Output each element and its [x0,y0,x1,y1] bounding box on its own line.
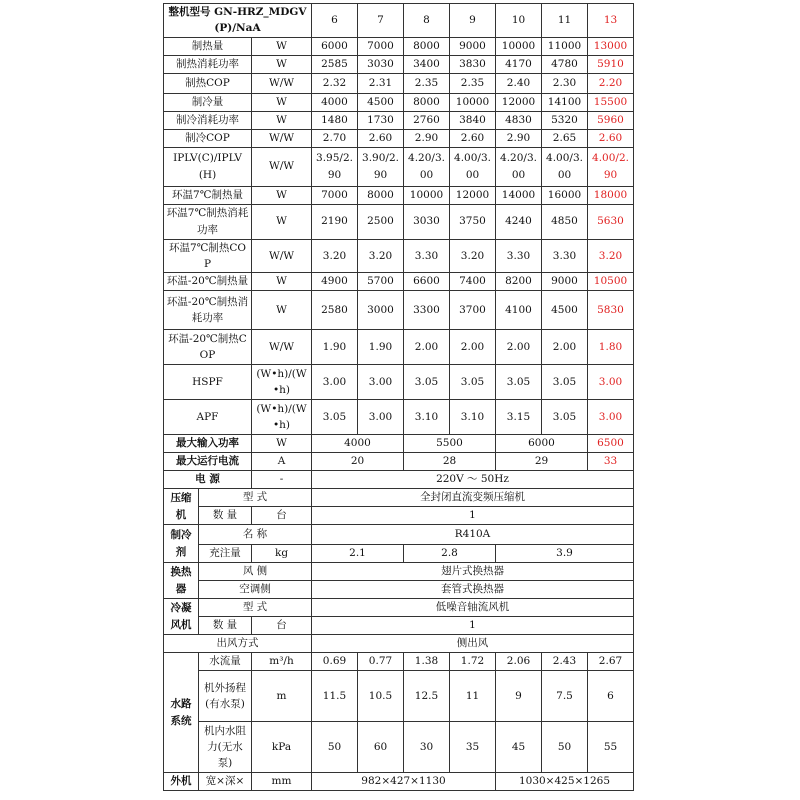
table-row [164,273,634,291]
water-resistance-row [164,722,634,773]
row-unit: W [252,204,312,239]
table-row [164,147,634,186]
row-value: 3000 [358,291,404,330]
row-value: 2.43 [542,653,588,671]
row-value: 3.20 [588,239,634,273]
row-value: 5700 [358,273,404,291]
row-label: 环温7℃制热COP [164,239,252,273]
row-value: 3840 [450,111,496,129]
row-label: 制冷量 [164,93,252,111]
heat-exchanger-air-row [164,563,634,581]
row-value: 2.30 [542,73,588,93]
row-value: 50 [542,722,588,773]
row-value: 8000 [404,37,450,55]
row-value: 2580 [312,291,358,330]
row-value: 1.72 [450,653,496,671]
model-header: 整机型号 GN-HRZ_MDGV(P)/NaA [164,4,312,38]
row-value: 2.60 [358,129,404,147]
table-row [164,330,634,365]
row-unit: kPa [252,722,312,773]
row-label: 型 式 [199,489,312,507]
row-value: 2760 [404,111,450,129]
row-unit: W [252,55,312,73]
row-value: 2.00 [450,330,496,365]
row-unit: mm [252,773,312,791]
row-value: 3.00 [588,400,634,435]
row-value: 3.30 [542,239,588,273]
model-number: 10 [496,4,542,38]
row-unit: A [252,453,312,471]
row-unit: m³/h [252,653,312,671]
row-label: 制热消耗功率 [164,55,252,73]
row-label: HSPF [164,365,252,400]
row-value: 3.05 [450,365,496,400]
spec-table [163,3,634,791]
row-label: 宽×深× [199,773,252,791]
row-value: 3.05 [542,400,588,435]
row-value: 4500 [358,93,404,111]
row-label: 数 量 [199,617,252,635]
compressor-qty-row [164,507,634,525]
row-unit: 台 [252,617,312,635]
row-value: 2.60 [588,129,634,147]
row-value: 2.06 [496,653,542,671]
row-value: 5910 [588,55,634,73]
row-value: 4.20/3.00 [496,147,542,186]
model-number: 7 [358,4,404,38]
row-label: APF [164,400,252,435]
table-row [164,239,634,273]
row-value: R410A [312,525,634,545]
row-value: 35 [450,722,496,773]
row-value: 侧出风 [312,635,634,653]
row-value: 1480 [312,111,358,129]
row-value: 5960 [588,111,634,129]
row-unit: m [252,671,312,722]
row-value: 3.90/2.90 [358,147,404,186]
row-value: 15500 [588,93,634,111]
row-value: 7.5 [542,671,588,722]
row-value: 3.05 [404,365,450,400]
row-unit: 台 [252,507,312,525]
row-value: 3.05 [496,365,542,400]
row-value: 10.5 [358,671,404,722]
row-unit: W [252,111,312,129]
row-value: 1.90 [358,330,404,365]
row-value: 2.00 [404,330,450,365]
row-value: 2.8 [404,545,496,563]
row-value: 7400 [450,273,496,291]
row-label: 环温-20℃制热量 [164,273,252,291]
row-value: 3.30 [404,239,450,273]
row-value: 1.38 [404,653,450,671]
row-unit: (W•h)/(W•h) [252,400,312,435]
table-row [164,291,634,330]
row-value: 982×427×1130 [312,773,496,791]
table-row [164,186,634,204]
model-number: 13 [588,4,634,38]
table-row [164,129,634,147]
row-value: 3.20 [358,239,404,273]
row-value: 3750 [450,204,496,239]
row-value: 5320 [542,111,588,129]
row-value: 4.00/2.90 [588,147,634,186]
row-value: 10000 [450,93,496,111]
table-row [164,55,634,73]
row-value: 6000 [312,37,358,55]
row-value: 8200 [496,273,542,291]
row-unit: kg [252,545,312,563]
row-value: 1030×425×1265 [496,773,634,791]
row-value: 9 [496,671,542,722]
row-value: 2.20 [588,73,634,93]
row-value: 0.69 [312,653,358,671]
row-value: 2.67 [588,653,634,671]
row-value: 2585 [312,55,358,73]
group-label: 冷凝风机 [164,599,199,635]
row-value: 7000 [358,37,404,55]
row-value: 2.32 [312,73,358,93]
row-value: 3830 [450,55,496,73]
row-unit: W [252,273,312,291]
row-value: 套管式换热器 [312,581,634,599]
row-value: 10000 [404,186,450,204]
water-head-row [164,671,634,722]
row-value: 11000 [542,37,588,55]
row-value: 3.10 [404,400,450,435]
row-value: 28 [404,453,496,471]
row-value: 4780 [542,55,588,73]
row-value: 2.1 [312,545,404,563]
row-unit: W/W [252,330,312,365]
heat-exchanger-ac-row [164,581,634,599]
row-label: 空调侧 [199,581,312,599]
table-row [164,204,634,239]
row-value: 3.95/2.90 [312,147,358,186]
model-number: 6 [312,4,358,38]
row-label: 制冷消耗功率 [164,111,252,129]
row-value: 4000 [312,93,358,111]
fan-outlet-row [164,635,634,653]
row-label: IPLV(C)/IPLV(H) [164,147,252,186]
row-value: 2.90 [404,129,450,147]
row-value: 12.5 [404,671,450,722]
table-row [164,365,634,400]
row-value: 2190 [312,204,358,239]
row-value: 11.5 [312,671,358,722]
row-value: 3.20 [312,239,358,273]
row-unit: W/W [252,73,312,93]
group-label: 制冷剂 [164,525,199,563]
row-value: 3.30 [496,239,542,273]
row-value: 33 [588,453,634,471]
row-unit: W/W [252,129,312,147]
row-label: 环温-20℃制热消耗功率 [164,291,252,330]
row-value: 3.00 [358,365,404,400]
row-unit: W [252,186,312,204]
row-value: 3.00 [588,365,634,400]
row-label: 制冷COP [164,129,252,147]
row-label: 数 量 [199,507,252,525]
model-number: 11 [542,4,588,38]
model-number: 8 [404,4,450,38]
row-value: 6600 [404,273,450,291]
table-row [164,400,634,435]
row-value: 4.20/3.00 [404,147,450,186]
row-unit: (W•h)/(W•h) [252,365,312,400]
dimensions-row [164,773,634,791]
row-label: 最大输入功率 [164,435,252,453]
row-value: 30 [404,722,450,773]
row-value: 2.65 [542,129,588,147]
row-value: 3400 [404,55,450,73]
row-value: 13000 [588,37,634,55]
row-value: 1 [312,507,634,525]
row-value: 4000 [312,435,404,453]
row-value: 12000 [450,186,496,204]
row-label: 电 源 [164,471,252,489]
row-label: 机外扬程(有水泵) [199,671,252,722]
row-label: 机内水阻力(无水泵) [199,722,252,773]
row-value: 50 [312,722,358,773]
row-value: 2.60 [450,129,496,147]
row-value: 1.90 [312,330,358,365]
table-row [164,111,634,129]
row-label: 风 侧 [199,563,312,581]
row-value: 3300 [404,291,450,330]
row-unit: W [252,93,312,111]
refrigerant-charge-row [164,545,634,563]
row-label: 环温7℃制热量 [164,186,252,204]
row-value: 3.05 [312,400,358,435]
row-value: 3.9 [496,545,634,563]
row-label: 型 式 [199,599,312,617]
row-unit: W/W [252,147,312,186]
row-value: 14100 [542,93,588,111]
refrigerant-name-row [164,525,634,545]
row-value: 6 [588,671,634,722]
row-value: 4.00/3.00 [542,147,588,186]
row-value: 10000 [496,37,542,55]
header-row [164,4,634,38]
group-label: 换热器 [164,563,199,599]
row-value: 1.80 [588,330,634,365]
table-row [164,93,634,111]
row-value: 7000 [312,186,358,204]
row-label: 名 称 [199,525,312,545]
max-power-row [164,435,634,453]
row-value: 18000 [588,186,634,204]
row-value: 12000 [496,93,542,111]
row-value: 3.20 [450,239,496,273]
row-value: 5500 [404,435,496,453]
row-unit: - [252,471,312,489]
power-supply-row [164,471,634,489]
row-value: 3030 [404,204,450,239]
row-label: 最大运行电流 [164,453,252,471]
row-label: 环温7℃制热消耗功率 [164,204,252,239]
compressor-type-row [164,489,634,507]
row-unit: W/W [252,239,312,273]
row-value: 4170 [496,55,542,73]
row-value: 2500 [358,204,404,239]
row-value: 4900 [312,273,358,291]
row-label: 制热量 [164,37,252,55]
row-value: 6500 [588,435,634,453]
water-flow-row [164,653,634,671]
row-value: 3.00 [312,365,358,400]
row-unit: W [252,37,312,55]
row-value: 2.00 [542,330,588,365]
group-label: 外机 [164,773,199,791]
row-value: 低噪音轴流风机 [312,599,634,617]
row-value: 0.77 [358,653,404,671]
row-value: 8000 [358,186,404,204]
row-value: 45 [496,722,542,773]
row-value: 1 [312,617,634,635]
row-unit: W [252,435,312,453]
fan-type-row [164,599,634,617]
row-value: 60 [358,722,404,773]
row-value: 5830 [588,291,634,330]
table-row [164,37,634,55]
row-value: 29 [496,453,588,471]
row-label: 出风方式 [164,635,312,653]
row-value: 3.10 [450,400,496,435]
row-value: 11 [450,671,496,722]
row-value: 3.00 [358,400,404,435]
fan-qty-row [164,617,634,635]
row-label: 充注量 [199,545,252,563]
row-label: 水流量 [199,653,252,671]
row-value: 3.15 [496,400,542,435]
row-value: 10500 [588,273,634,291]
row-value: 220V ～ 50Hz [312,471,634,489]
row-value: 全封闭直流变频压缩机 [312,489,634,507]
row-unit: W [252,291,312,330]
row-value: 翅片式换热器 [312,563,634,581]
row-value: 4500 [542,291,588,330]
row-value: 9000 [542,273,588,291]
row-value: 3030 [358,55,404,73]
row-value: 1730 [358,111,404,129]
row-value: 4830 [496,111,542,129]
model-number: 9 [450,4,496,38]
group-label: 水路系统 [164,653,199,773]
row-value: 4.00/3.00 [450,147,496,186]
row-value: 4240 [496,204,542,239]
row-value: 5630 [588,204,634,239]
row-value: 2.35 [404,73,450,93]
row-value: 2.90 [496,129,542,147]
max-current-row [164,453,634,471]
row-value: 14000 [496,186,542,204]
row-value: 2.35 [450,73,496,93]
group-label: 压缩机 [164,489,199,525]
row-value: 20 [312,453,404,471]
row-value: 4850 [542,204,588,239]
row-value: 3700 [450,291,496,330]
row-value: 2.40 [496,73,542,93]
row-value: 2.70 [312,129,358,147]
row-value: 55 [588,722,634,773]
row-value: 2.00 [496,330,542,365]
row-value: 16000 [542,186,588,204]
row-label: 环温-20℃制热COP [164,330,252,365]
row-value: 3.05 [542,365,588,400]
row-label: 制热COP [164,73,252,93]
row-value: 6000 [496,435,588,453]
row-value: 8000 [404,93,450,111]
table-row [164,73,634,93]
row-value: 4100 [496,291,542,330]
row-value: 2.31 [358,73,404,93]
row-value: 9000 [450,37,496,55]
